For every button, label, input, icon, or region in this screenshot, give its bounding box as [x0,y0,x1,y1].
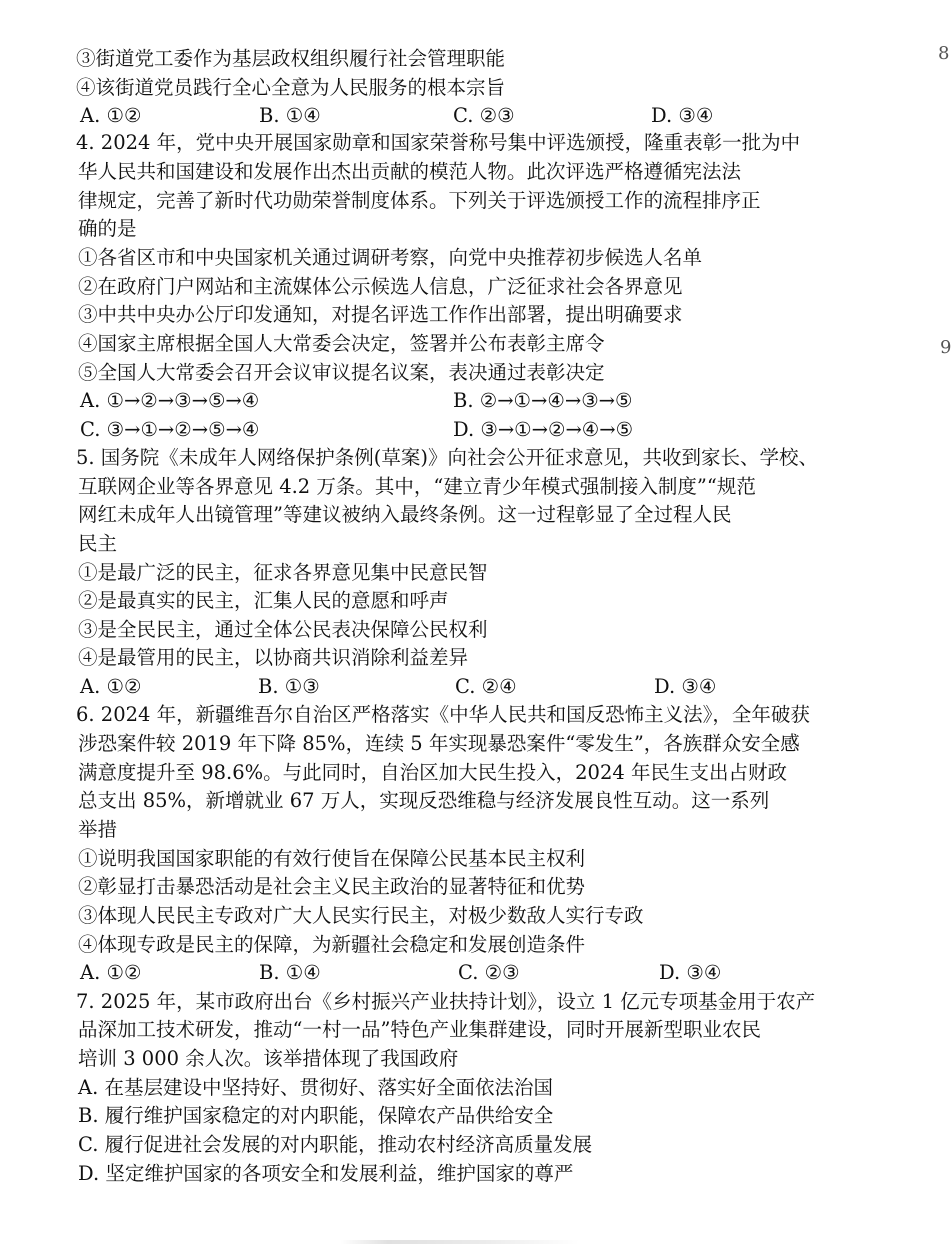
q6-stem-line-2: 涉恐案件较 2019 年下降 85%，连续 5 年实现暴恐案件“零发生”，各族群众安全感 [78,732,800,755]
q4-item-3: ③中共中央办公厅印发通知，对提名评选工作作出部署，提出明确要求 [78,303,683,326]
q5-stem-line-4: 民主 [78,532,118,555]
margin-mark-8: 8 [938,43,950,64]
q7-stem-line-3: 培训 3 000 余人次。该举措体现了我国政府 [78,1047,459,1070]
q3-option-b[interactable]: B. ①④ [259,104,321,127]
q6-option-d[interactable]: D. ③④ [659,961,722,984]
q6-item-2: ②彰显打击暴恐活动是社会主义民主政治的显著特征和优势 [78,875,586,898]
q4-stem-line-1: 4. 2024 年，党中央开展国家勋章和国家荣誉称号集中评选颁授，隆重表彰一批为中 [76,131,801,154]
q3-option-c[interactable]: C. ②③ [453,104,515,127]
q7-stem-line-2: 品深加工技术研发，推动“一村一品”特色产业集群建设，同时开展新型职业农民 [78,1018,761,1041]
q5-option-b[interactable]: B. ①③ [258,675,320,698]
q6-stem-line-5: 举措 [78,818,118,841]
q5-item-1: ①是最广泛的民主，征求各界意见集中民意民智 [78,561,488,584]
bottom-scan-smudge [340,1240,580,1244]
q4-option-c[interactable]: C. ③→①→②→⑤→④ [80,418,260,441]
q7-option-b[interactable]: B. 履行维护国家稳定的对内职能，保障农产品供给安全 [78,1104,554,1127]
q5-option-d[interactable]: D. ③④ [654,675,717,698]
q4-stem-line-3: 律规定，完善了新时代功勋荣誉制度体系。下列关于评选颁授工作的流程排序正 [78,189,761,212]
q4-option-d[interactable]: D. ③→①→②→④→⑤ [453,418,634,441]
q6-stem-line-3: 满意度提升至 98.6%。与此同时，自治区加大民生投入，2024 年民生支出占财政 [78,761,787,784]
q4-item-2: ②在政府门户网站和主流媒体公示候选人信息，广泛征求社会各界意见 [78,275,683,298]
q6-stem-line-4: 总支出 85%，新增就业 67 万人，实现反恐维稳与经济发展良性互动。这一系列 [78,789,770,812]
q5-stem-line-1: 5. 国务院《未成年人网络保护条例(草案)》向社会公开征求意见，共收到家长、学校、 [76,446,819,469]
q3-item-4: ④该街道党员践行全心全意为人民服务的根本宗旨 [76,76,506,99]
q6-option-a[interactable]: A. ①② [80,961,142,984]
q7-option-d[interactable]: D. 坚定维护国家的各项安全和发展利益，维护国家的尊严 [78,1162,574,1185]
q4-option-a[interactable]: A. ①→②→③→⑤→④ [80,389,260,412]
q4-item-5: ⑤全国人大常委会召开会议审议提名议案，表决通过表彰决定 [78,361,605,384]
q5-item-3: ③是全民民主，通过全体公民表决保障公民权利 [78,618,488,641]
q7-option-a[interactable]: A. 在基层建设中坚持好、贯彻好、落实好全面依法治国 [78,1076,553,1099]
margin-mark-9: 9 [940,337,951,358]
q5-item-2: ②是最真实的民主，汇集人民的意愿和呼声 [78,589,449,612]
q7-option-c[interactable]: C. 履行促进社会发展的对内职能，推动农村经济高质量发展 [78,1133,593,1156]
q4-item-1: ①各省区市和中央国家机关通过调研考察，向党中央推荐初步候选人名单 [78,246,703,269]
q3-option-d[interactable]: D. ③④ [651,104,714,127]
q6-option-b[interactable]: B. ①④ [259,961,321,984]
q7-stem-line-1: 7. 2025 年，某市政府出台《乡村振兴产业扶持计划》，设立 1 亿元专项基金用于农产 [76,990,816,1013]
q6-item-3: ③体现人民民主专政对广大人民实行民主，对极少数敌人实行专政 [78,904,644,927]
q6-option-c[interactable]: C. ②③ [458,961,520,984]
q3-option-a[interactable]: A. ①② [80,104,142,127]
q5-option-c[interactable]: C. ②④ [455,675,517,698]
q6-item-4: ④体现专政是民主的保障，为新疆社会稳定和发展创造条件 [78,933,586,956]
q5-stem-line-2: 互联网企业等各界意见 4.2 万条。其中，“建立青少年模式强制接入制度”“规范 [78,475,756,498]
q5-option-a[interactable]: A. ①② [80,675,142,698]
q4-option-b[interactable]: B. ②→①→④→③→⑤ [453,389,633,412]
q4-stem-line-2: 华人民共和国建设和发展作出杰出贡献的模范人物。此次评选严格遵循宪法法 [78,160,742,183]
q5-stem-line-3: 网红未成年人出镜管理”等建议被纳入最终条例。这一过程彰显了全过程人民 [78,503,732,526]
q4-stem-line-4: 确的是 [78,217,137,240]
q6-stem-line-1: 6. 2024 年，新疆维吾尔自治区严格落实《中华人民共和国反恐怖主义法》，全年破获 [76,703,810,726]
q6-item-1: ①说明我国国家职能的有效行使旨在保障公民基本民主权利 [78,847,586,870]
q5-item-4: ④是最管用的民主，以协商共识消除利益差异 [78,646,469,669]
q4-item-4: ④国家主席根据全国人大常委会决定，签署并公布表彰主席令 [78,332,605,355]
q3-item-3: ③街道党工委作为基层政权组织履行社会管理职能 [76,47,506,70]
